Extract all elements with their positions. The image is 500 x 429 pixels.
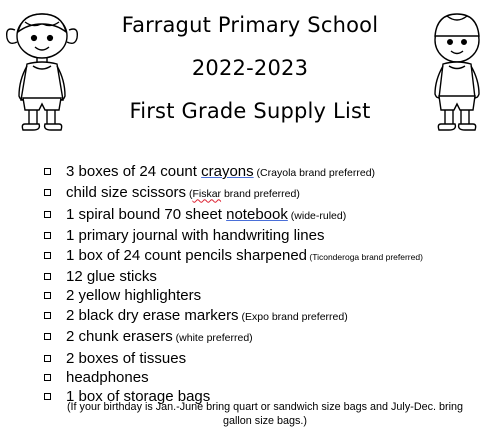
list-item: 3 boxes of 24 count crayons (Crayola brand preferred) xyxy=(44,162,494,183)
square-bullet-icon xyxy=(44,333,51,340)
school-name: Farragut Primary School xyxy=(121,13,379,37)
square-bullet-icon xyxy=(44,232,51,239)
list-item: 1 spiral bound 70 sheet notebook (wide-ruled) xyxy=(44,205,494,226)
square-bullet-icon xyxy=(44,292,51,299)
square-bullet-icon xyxy=(44,168,51,175)
list-item: 1 box of 24 count pencils sharpened (Ticonderoga brand preferred) xyxy=(44,246,494,267)
square-bullet-icon xyxy=(44,211,51,218)
list-item: 2 boxes of tissues xyxy=(44,349,494,368)
square-bullet-icon xyxy=(44,273,51,280)
list-item: 2 yellow highlighters xyxy=(44,286,494,305)
boy-cartoon-icon xyxy=(423,10,491,136)
girl-cartoon-icon xyxy=(5,8,79,136)
list-item: child size scissors (Fiskar brand preferred) xyxy=(44,183,494,204)
list-item: headphones xyxy=(44,368,494,387)
list-item: 2 chunk erasers (white preferred) xyxy=(44,327,494,348)
school-year: 2022-2023 xyxy=(191,56,309,80)
storage-bag-footnote: (If your birthday is Jan.-June bring quart or sandwich size bags and July-Dec. bring gallon size bags.) xyxy=(66,401,464,427)
square-bullet-icon xyxy=(44,355,51,362)
supply-list xyxy=(44,162,494,407)
square-bullet-icon xyxy=(44,312,51,319)
square-bullet-icon xyxy=(44,252,51,259)
list-item: 1 box of storage bags xyxy=(44,387,494,406)
page-header xyxy=(95,10,405,139)
list-item: 12 glue sticks xyxy=(44,267,494,286)
list-item: 2 black dry erase markers (Expo brand preferred) xyxy=(44,306,494,327)
square-bullet-icon xyxy=(44,189,51,196)
page-title: First Grade Supply List xyxy=(129,99,371,123)
list-item: 1 primary journal with handwriting lines xyxy=(44,226,494,245)
square-bullet-icon xyxy=(44,374,51,381)
square-bullet-icon xyxy=(44,393,51,400)
